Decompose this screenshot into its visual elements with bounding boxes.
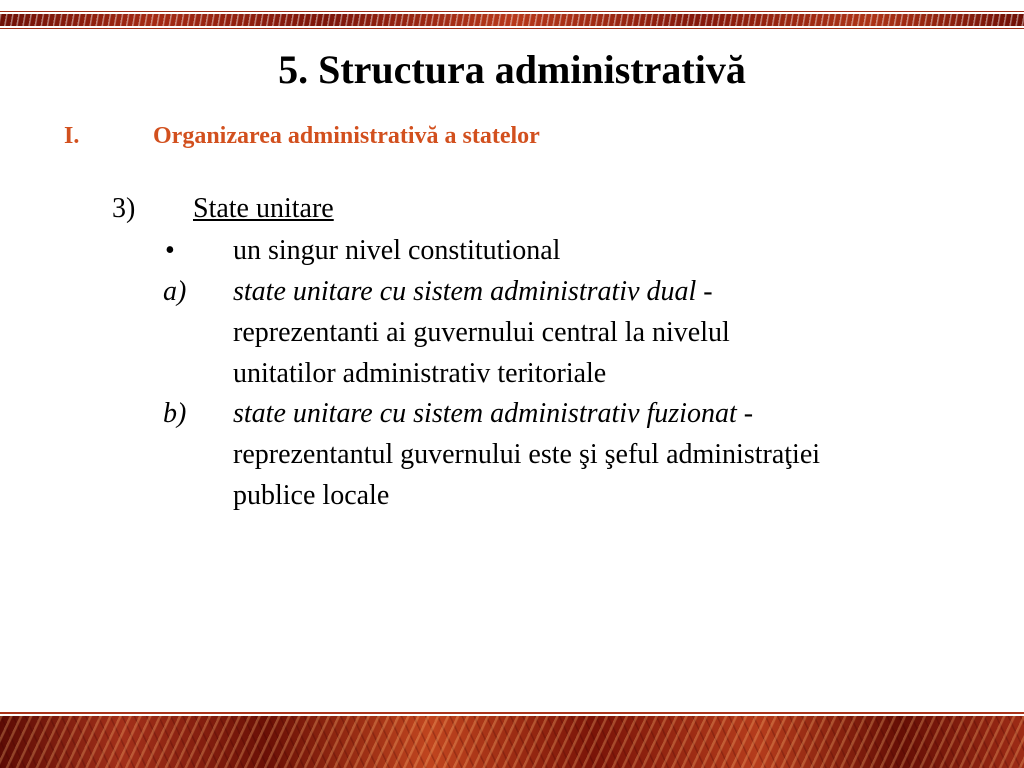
bullet-item-text: un singur nivel constitutional: [233, 235, 561, 266]
top-decorative-band: [0, 14, 1024, 26]
item-a-first-line: [233, 274, 713, 310]
item-b-dash: -: [736, 398, 754, 429]
item-b-first-line: [233, 396, 753, 432]
item-b-line-2: reprezentantul guvernului este şi şeful administraţiei: [233, 439, 821, 470]
bottom-decorative-band: [0, 716, 1024, 768]
item-b-marker: b): [163, 398, 187, 429]
slide-title: 5. Structura administrativă: [278, 47, 746, 92]
item-b-line-3: publice locale: [233, 480, 390, 511]
subsection-title: State unitare: [193, 193, 334, 224]
section-heading-text: Organizarea administrativă a statelor: [153, 123, 540, 149]
section-number: I.: [64, 123, 80, 149]
item-a-marker: a): [163, 276, 187, 307]
subsection-number: 3): [112, 193, 136, 224]
bullet-marker: •: [165, 235, 175, 266]
item-a-line-3: unitatilor administrativ teritoriale: [233, 358, 607, 389]
item-a-line-2: reprezentanti ai guvernului central la nivelul: [233, 317, 730, 348]
item-a-italic-text: state unitare cu sistem administrativ dual: [233, 276, 697, 307]
item-a-dash: -: [696, 276, 713, 307]
item-b-italic-text: state unitare cu sistem administrativ fuzionat: [233, 398, 737, 429]
